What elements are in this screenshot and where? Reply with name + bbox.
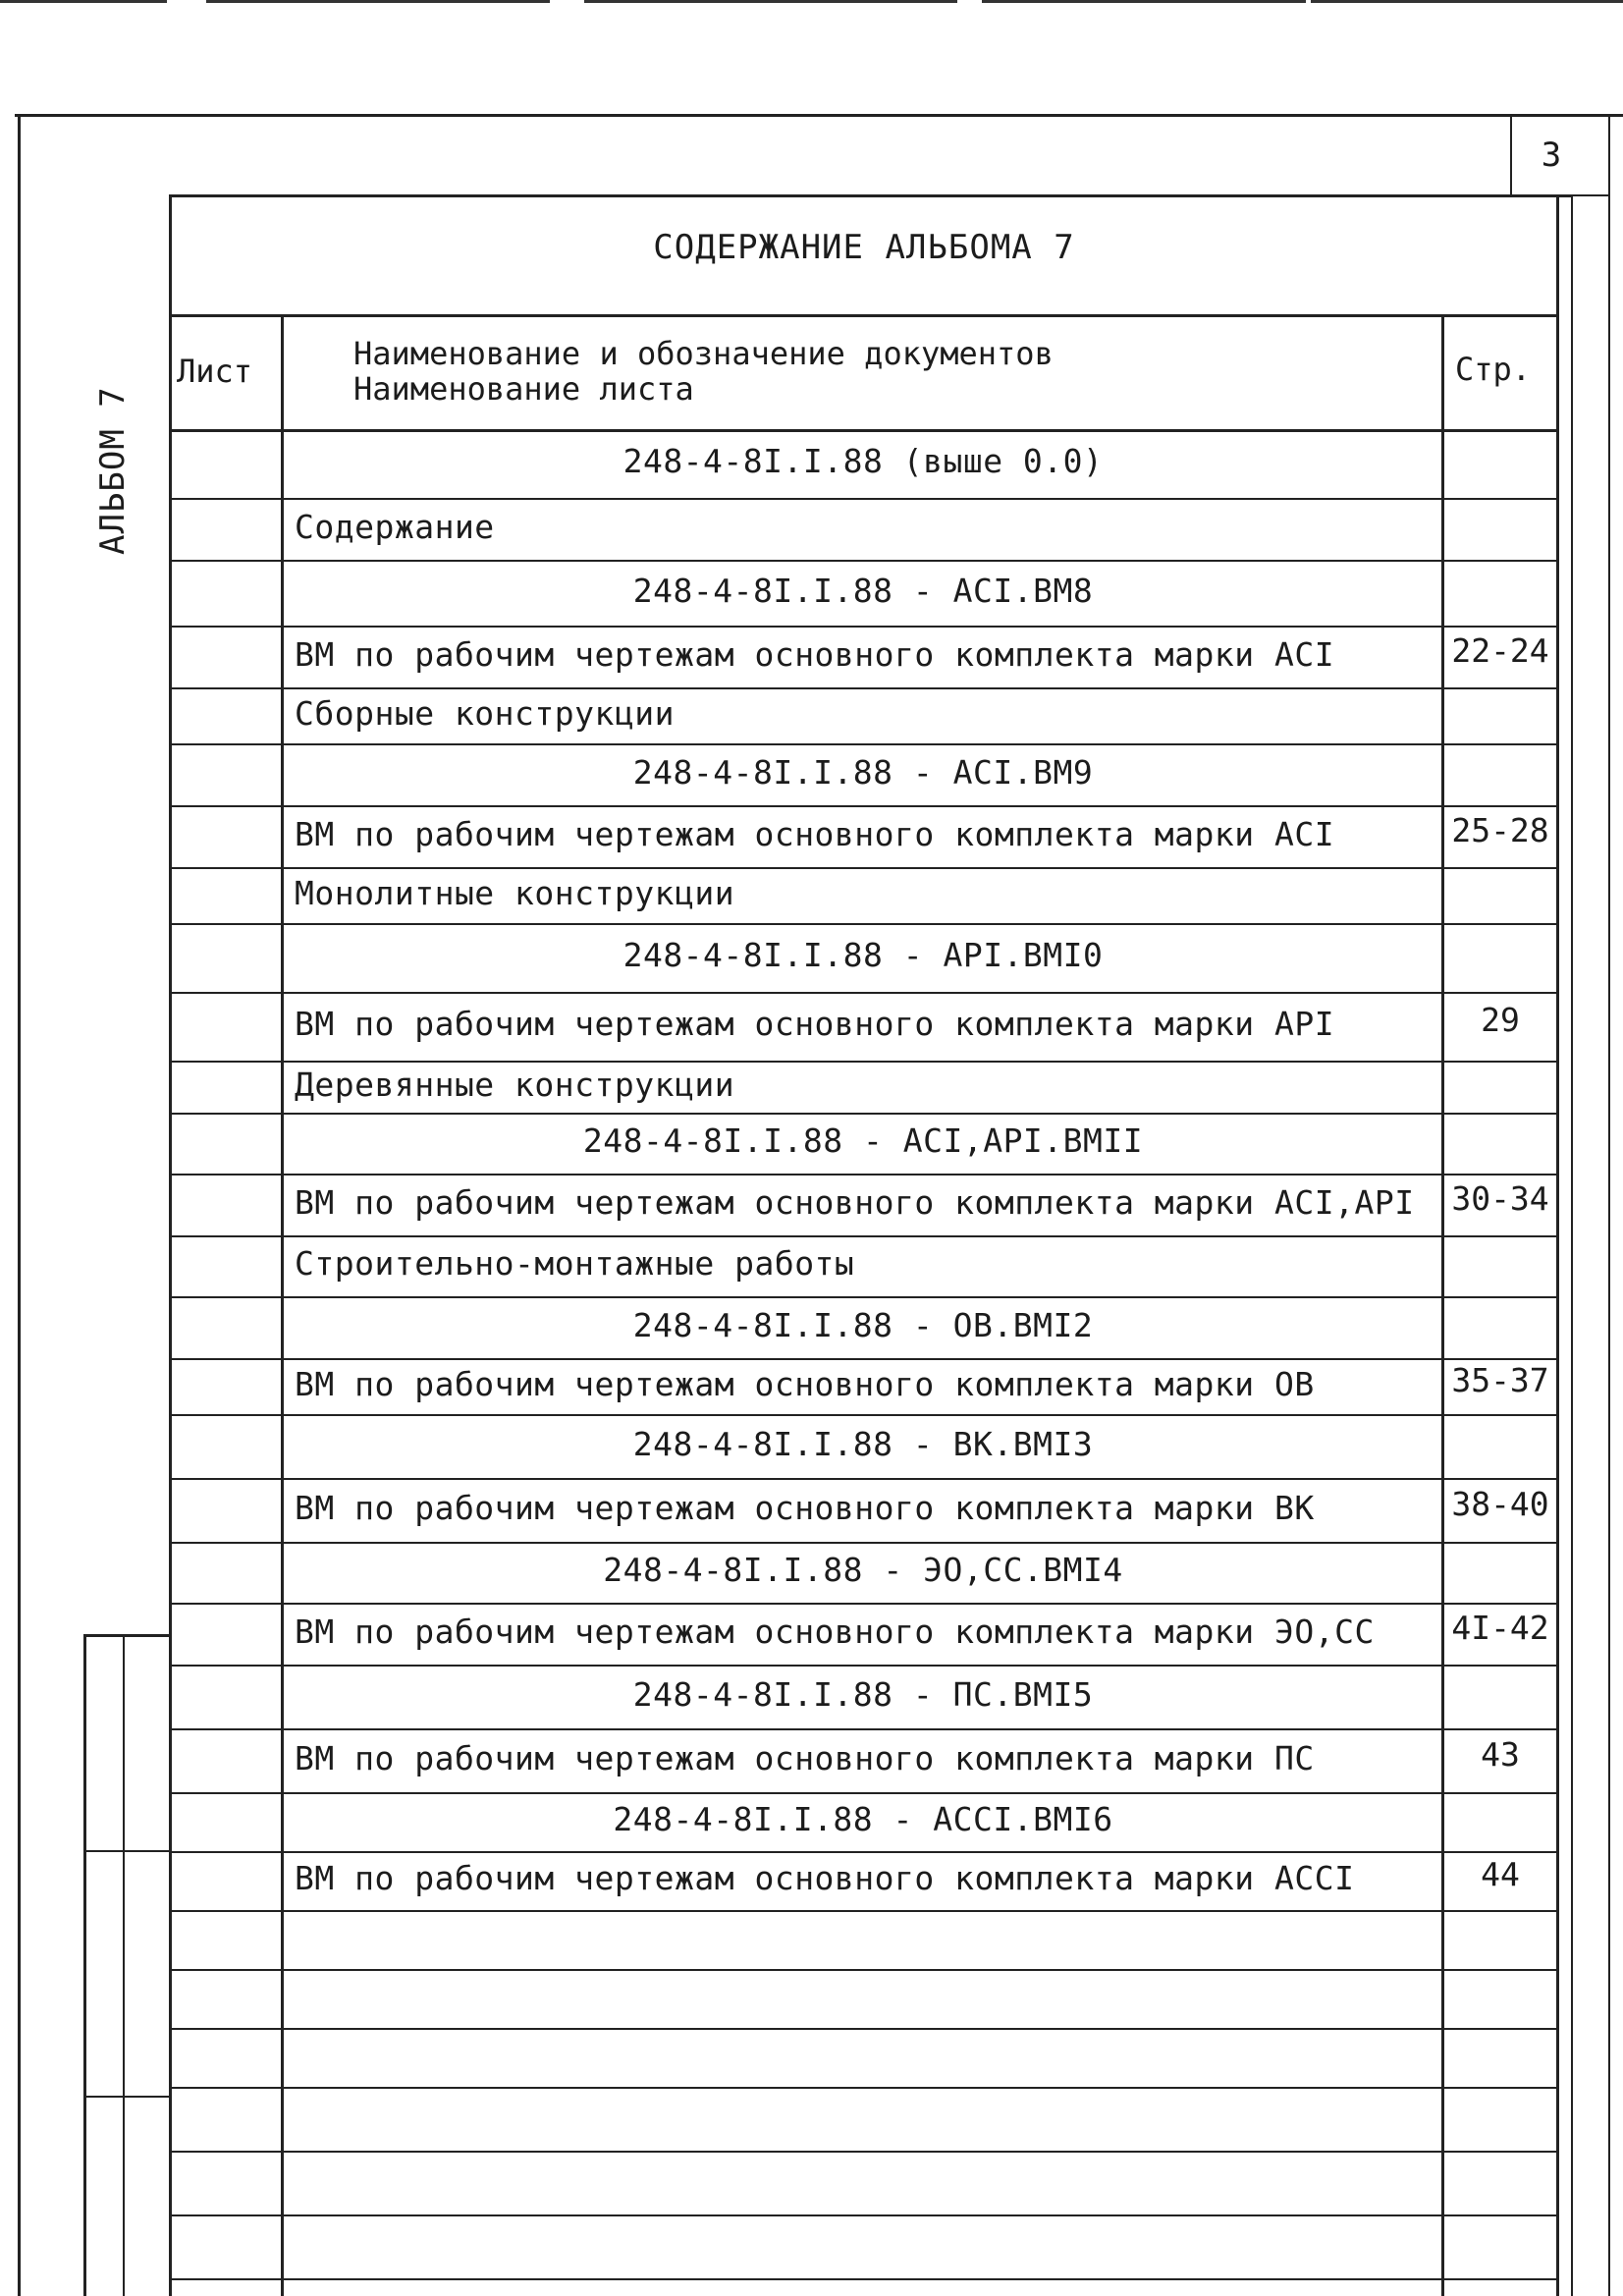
- row-divider: [169, 867, 1557, 869]
- row-divider: [169, 1478, 1557, 1480]
- sheet-name: Содержание: [295, 507, 495, 546]
- row-divider: [169, 687, 1557, 689]
- row-divider: [169, 498, 1557, 500]
- table-top-line: [169, 194, 1571, 197]
- row-divider: [169, 805, 1557, 807]
- sheet-name: ВМ по рабочим чертежам основного комплекта марки АСI: [295, 814, 1335, 853]
- stamp-strip-row: [83, 1850, 172, 1852]
- sheet-name: ВМ по рабочим чертежам основного комплекта марки ОВ: [295, 1364, 1315, 1403]
- stamp-strip-divider: [123, 1634, 125, 2296]
- row-divider: [169, 1728, 1557, 1730]
- row-divider: [169, 1174, 1557, 1175]
- sheet-name: ВМ по рабочим чертежам основного комплекта марки АСI,АРI: [295, 1182, 1415, 1222]
- sheet-name: Строительно-монтажные работы: [295, 1244, 855, 1283]
- row-divider: [169, 626, 1557, 628]
- document-designation: 248-4-8I.I.88 - ВК.ВМI3: [632, 1424, 1094, 1463]
- stamp-strip-top: [83, 1634, 172, 1637]
- row-divider: [169, 1969, 1557, 1971]
- page-range: 43: [1481, 1734, 1520, 1774]
- row-divider: [169, 743, 1557, 745]
- row-divider: [169, 1061, 1557, 1063]
- scan-edge-mark: [1311, 0, 1623, 3]
- page-range: 4I-42: [1451, 1608, 1549, 1647]
- row-divider: [169, 2087, 1557, 2089]
- frame-top-line: [15, 114, 1623, 117]
- sheet-name: ВМ по рабочим чертежам основного комплекта марки ЭО,СС: [295, 1612, 1375, 1651]
- page-range: 25-28: [1451, 810, 1549, 849]
- sheet-name: ВМ по рабочим чертежам основного комплекта марки АССI: [295, 1859, 1355, 1897]
- sheet-name: Монолитные конструкции: [295, 873, 735, 912]
- row-divider: [169, 1792, 1557, 1794]
- header-sheet-label: Лист: [177, 353, 253, 390]
- row-divider: [169, 1414, 1557, 1416]
- sheet-name: ВМ по рабочим чертежам основного комплекта марки ВК: [295, 1488, 1315, 1527]
- header-bottom-line: [169, 429, 1557, 432]
- row-divider: [169, 1113, 1557, 1115]
- table-right-line: [1556, 194, 1559, 2296]
- frame-left-line: [18, 114, 21, 2296]
- document-designation: 248-4-8I.I.88 - ОВ.ВМI2: [632, 1305, 1094, 1344]
- frame-right-inner-line: [1571, 194, 1573, 2296]
- sheet-name: Сборные конструкции: [295, 693, 675, 733]
- sheet-name: Деревянные конструкции: [295, 1065, 735, 1104]
- page-range: 44: [1481, 1855, 1520, 1893]
- sheet-name: ВМ по рабочим чертежам основного комплекта марки АСI: [295, 634, 1335, 674]
- page-range: 22-24: [1451, 630, 1549, 670]
- header-top-line: [169, 314, 1557, 317]
- page-number: 3: [1541, 136, 1562, 175]
- stamp-strip-row: [83, 2096, 172, 2098]
- document-designation: 248-4-8I.I.88 - АСI,АРI.ВМII: [582, 1121, 1144, 1160]
- document-designation: 248-4-8I.I.88 (выше 0.0): [622, 442, 1104, 480]
- row-divider: [169, 1910, 1557, 1912]
- document-designation: 248-4-8I.I.88 - ЭО,СС.ВМI4: [603, 1551, 1123, 1589]
- scan-edge-mark: [982, 0, 1306, 3]
- page-range: 35-37: [1451, 1360, 1549, 1399]
- document-designation: 248-4-8I.I.88 - ПС.ВМI5: [632, 1674, 1094, 1714]
- page-title: СОДЕРЖАНИЕ АЛЬБОМА 7: [653, 228, 1075, 267]
- document-designation: 248-4-8I.I.88 - АСI.ВМ8: [632, 571, 1094, 610]
- header-name-line1: Наименование и обозначение документов: [353, 335, 1054, 372]
- row-divider: [169, 1235, 1557, 1237]
- page-range: 29: [1481, 1001, 1520, 1039]
- document-designation: 248-4-8I.I.88 - АСI.ВМ9: [632, 752, 1094, 792]
- row-divider: [169, 1542, 1557, 1544]
- row-divider: [169, 1665, 1557, 1667]
- scan-edge-mark: [0, 0, 167, 3]
- row-divider: [169, 560, 1557, 562]
- row-divider: [169, 1296, 1557, 1298]
- album-side-label: АЛЬБОМ 7: [93, 386, 133, 555]
- table-left-line: [169, 194, 172, 2296]
- row-divider: [169, 1358, 1557, 1360]
- page-range: 30-34: [1451, 1178, 1549, 1218]
- header-name-line2: Наименование листа: [353, 370, 694, 408]
- document-designation: 248-4-8I.I.88 - АССI.ВМI6: [613, 1800, 1113, 1838]
- frame-right-line: [1608, 114, 1610, 2296]
- row-divider: [169, 1603, 1557, 1605]
- sheet-name: ВМ по рабочим чертежам основного комплекта марки ПС: [295, 1738, 1315, 1777]
- row-divider: [169, 2151, 1557, 2153]
- stamp-strip-left: [83, 1634, 86, 2296]
- row-divider: [169, 2278, 1557, 2280]
- header-page-label: Стр.: [1455, 351, 1532, 388]
- page-range: 38-40: [1451, 1484, 1549, 1523]
- row-divider: [169, 2028, 1557, 2030]
- scan-edge-mark: [206, 0, 550, 3]
- document-designation: 248-4-8I.I.88 - АРI.ВМI0: [622, 936, 1104, 974]
- row-divider: [169, 992, 1557, 994]
- scan-edge-mark: [584, 0, 957, 3]
- row-divider: [169, 923, 1557, 925]
- row-divider: [169, 1851, 1557, 1853]
- sheet-name: ВМ по рабочим чертежам основного комплекта марки АРI: [295, 1005, 1335, 1043]
- row-divider: [169, 2214, 1557, 2216]
